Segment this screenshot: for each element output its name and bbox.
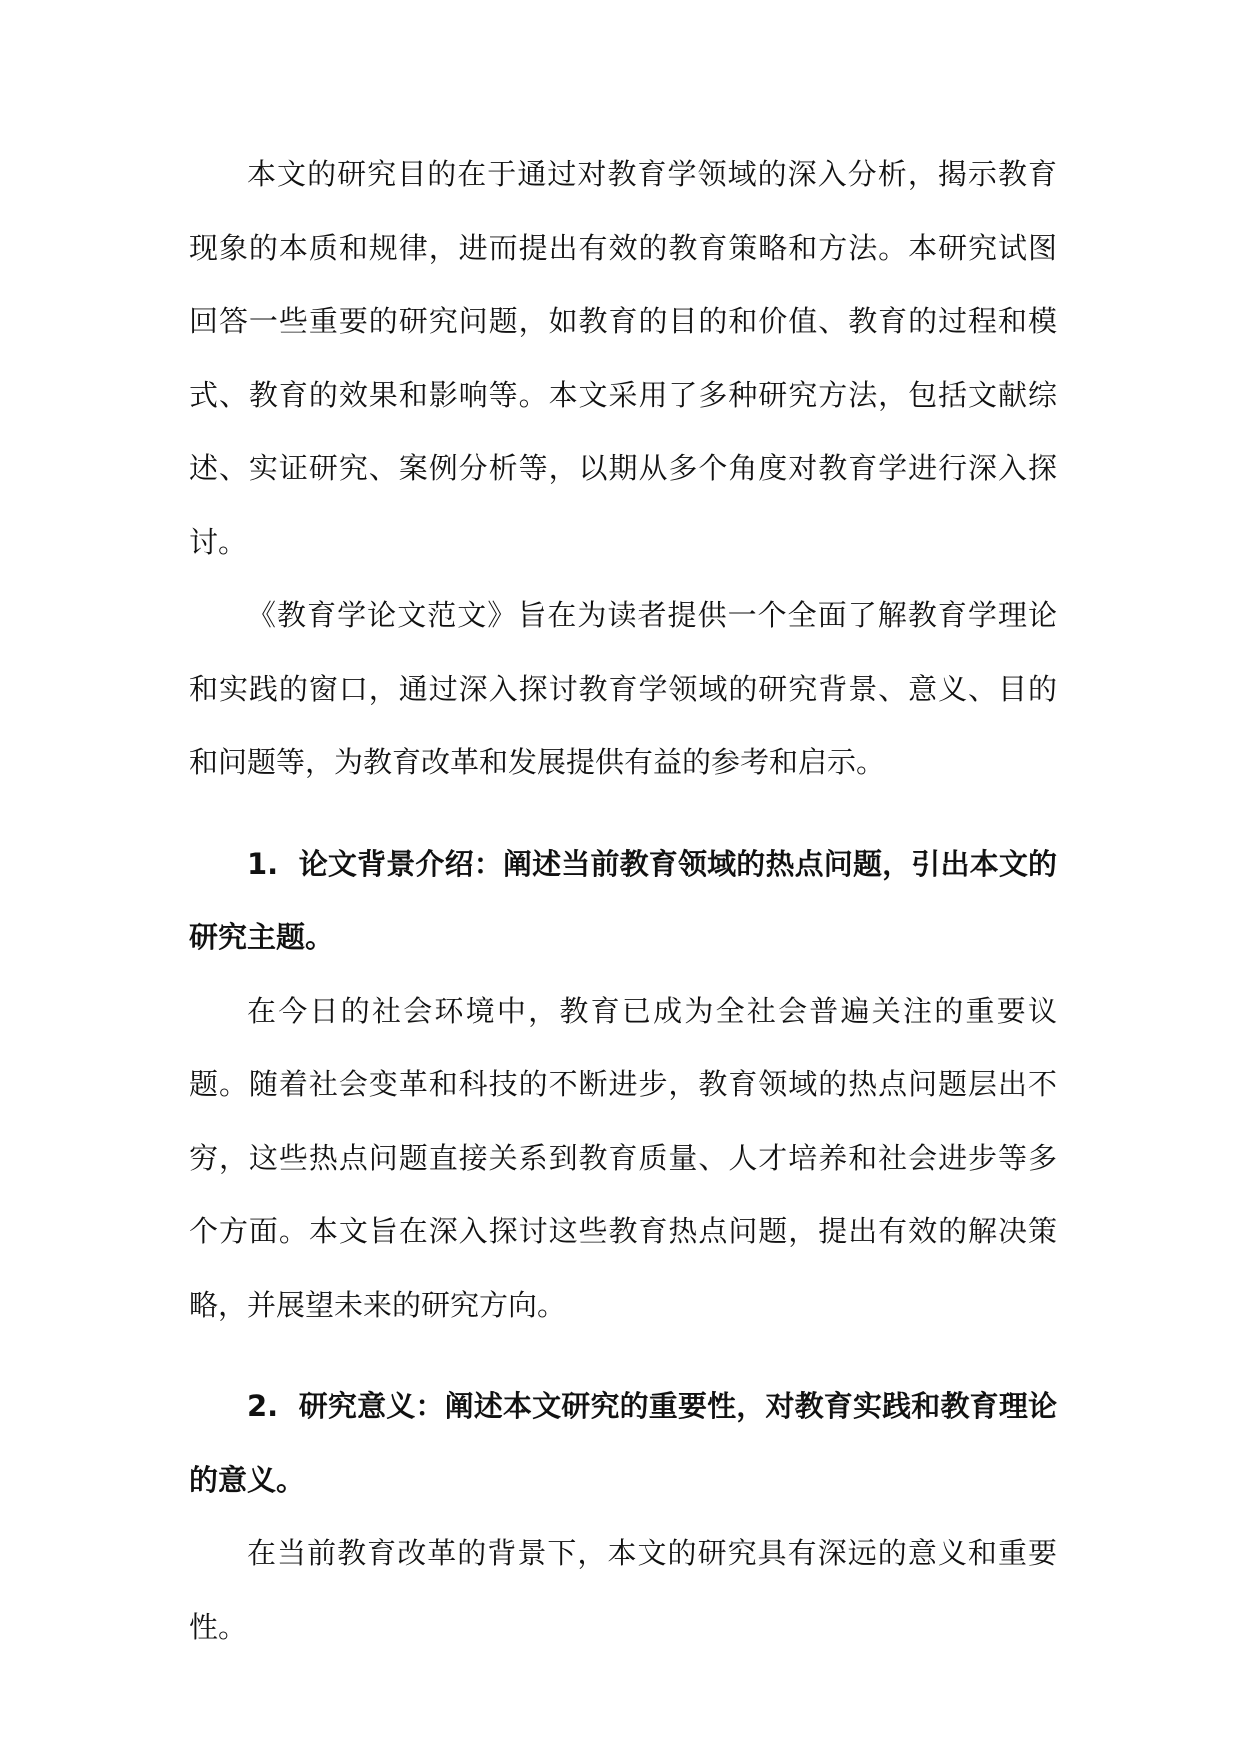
section-heading-significance: [189, 1370, 1057, 1517]
section-number: 1.: [247, 846, 279, 881]
section-heading-text: 研究意义：阐述本文研究的重要性，对教育实践和教育理论的意义。: [189, 1389, 1057, 1497]
paragraph-research-purpose: 本文的研究目的在于通过对教育学领域的深入分析，揭示教育现象的本质和规律，进而提出有效的教育策略和方法。本研究试图回答一些重要的研究问题，如教育的目的和价值、教育的过程和模式、教育的效果和影响等。本文采用了多种研究方法，包括文献综述、实证研究、案例分析等，以期从多个角度对教育学进行深入探讨。: [189, 157, 1057, 559]
section-heading-text: 论文背景介绍：阐述当前教育领域的热点问题，引出本文的研究主题。: [189, 846, 1057, 954]
paragraph-background: 在今日的社会环境中，教育已成为全社会普遍关注的重要议题。随着社会变革和科技的不断进步，教育领域的热点问题层出不穷，这些热点问题直接关系到教育质量、人才培养和社会进步等多个方面。本文旨在深入探讨这些教育热点问题，提出有效的解决策略，并展望未来的研究方向。: [189, 993, 1057, 1322]
document-body: [189, 138, 1057, 1664]
section-number: 2.: [247, 1389, 279, 1423]
paragraph-significance: 在当前教育改革的背景下，本文的研究具有深远的意义和重要性。: [189, 1536, 1057, 1644]
paragraph-summary: 《教育学论文范文》旨在为读者提供一个全面了解教育学理论和实践的窗口，通过深入探讨教育学领域的研究背景、意义、目的和问题等，为教育改革和发展提供有益的参考和启示。: [189, 598, 1057, 779]
section-heading-background: [189, 828, 1057, 975]
